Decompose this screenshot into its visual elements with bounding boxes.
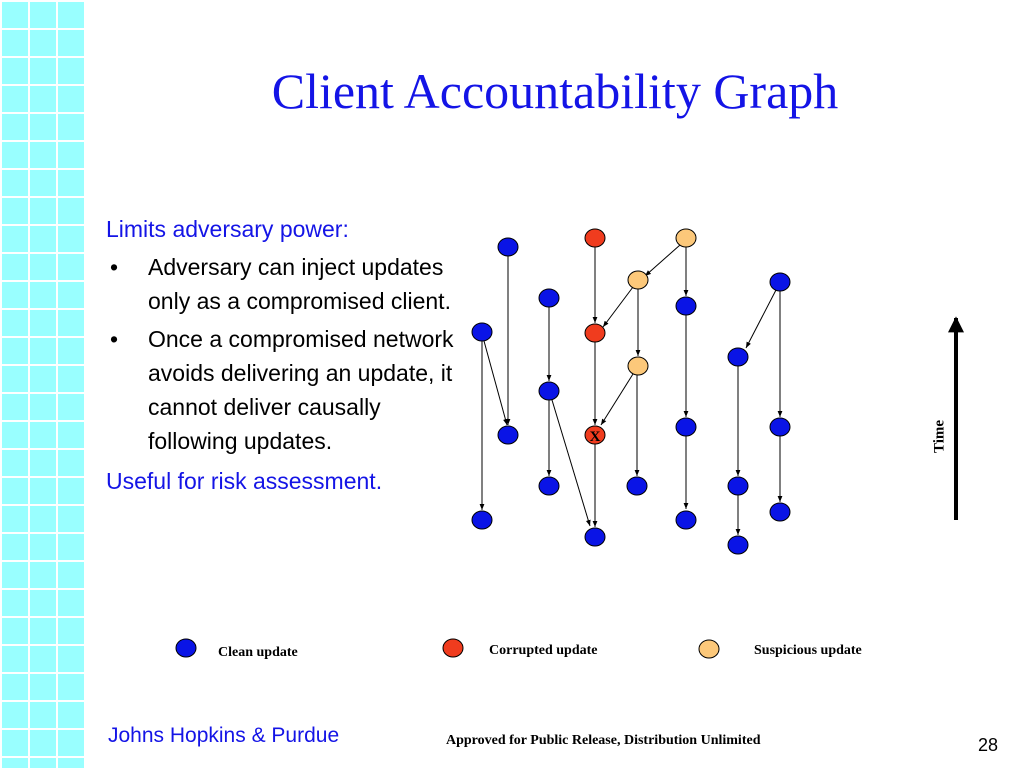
clean-update-node xyxy=(728,348,748,366)
graph-nodes xyxy=(472,229,790,554)
clean-update-node xyxy=(539,477,559,495)
graph-edge xyxy=(603,287,633,327)
suspicious-update-node xyxy=(628,271,648,289)
graph-edge xyxy=(484,341,507,425)
footer-release-notice: Approved for Public Release, Distribution Unlimited xyxy=(446,733,761,748)
graph-edge xyxy=(552,400,590,526)
clean-update-node xyxy=(498,426,518,444)
slide-title: Client Accountability Graph xyxy=(271,63,839,119)
graph-edge xyxy=(645,245,680,276)
clean-update-node xyxy=(770,273,790,291)
suspicious-update-node xyxy=(676,229,696,247)
clean-update-node xyxy=(728,477,748,495)
time-axis-label: Time xyxy=(931,419,948,454)
bullet-icon: • xyxy=(110,326,119,352)
legend-clean-swatch xyxy=(176,639,196,657)
clean-update-node xyxy=(498,238,518,256)
clean-update-node xyxy=(472,323,492,341)
conclusion-line: Useful for risk assessment. xyxy=(106,468,383,494)
page-number: 28 xyxy=(978,735,999,755)
bullet-icon: • xyxy=(110,254,119,280)
clean-update-node xyxy=(585,528,605,546)
clean-update-node xyxy=(472,511,492,529)
corrupted-update-node xyxy=(585,324,605,342)
bullet-text: Adversary can inject updates only as a compromised client. xyxy=(148,254,451,314)
clean-update-node xyxy=(627,477,647,495)
clean-update-node xyxy=(676,418,696,436)
clean-update-node xyxy=(676,511,696,529)
dropped-update-marker: X xyxy=(589,429,601,445)
legend-suspicious-label: Suspicious update xyxy=(754,643,862,658)
clean-update-node xyxy=(676,297,696,315)
legend-clean-label: Clean update xyxy=(218,645,298,660)
intro-line: Limits adversary power: xyxy=(106,216,349,242)
clean-update-node xyxy=(770,503,790,521)
legend-corrupted-swatch xyxy=(443,639,463,657)
legend-suspicious-swatch xyxy=(699,640,719,658)
clean-update-node xyxy=(539,382,559,400)
footer-organization: Johns Hopkins & Purdue xyxy=(108,724,340,747)
clean-update-node xyxy=(770,418,790,436)
graph-edge xyxy=(746,290,776,348)
graph-edge xyxy=(601,374,633,425)
bullet-text: Once a compromised network avoids delivering an update, it cannot deliver causally following updates. xyxy=(148,326,454,454)
suspicious-update-node xyxy=(628,357,648,375)
legend-corrupted-label: Corrupted update xyxy=(489,643,598,658)
corrupted-update-node xyxy=(585,229,605,247)
clean-update-node xyxy=(539,289,559,307)
clean-update-node xyxy=(728,536,748,554)
